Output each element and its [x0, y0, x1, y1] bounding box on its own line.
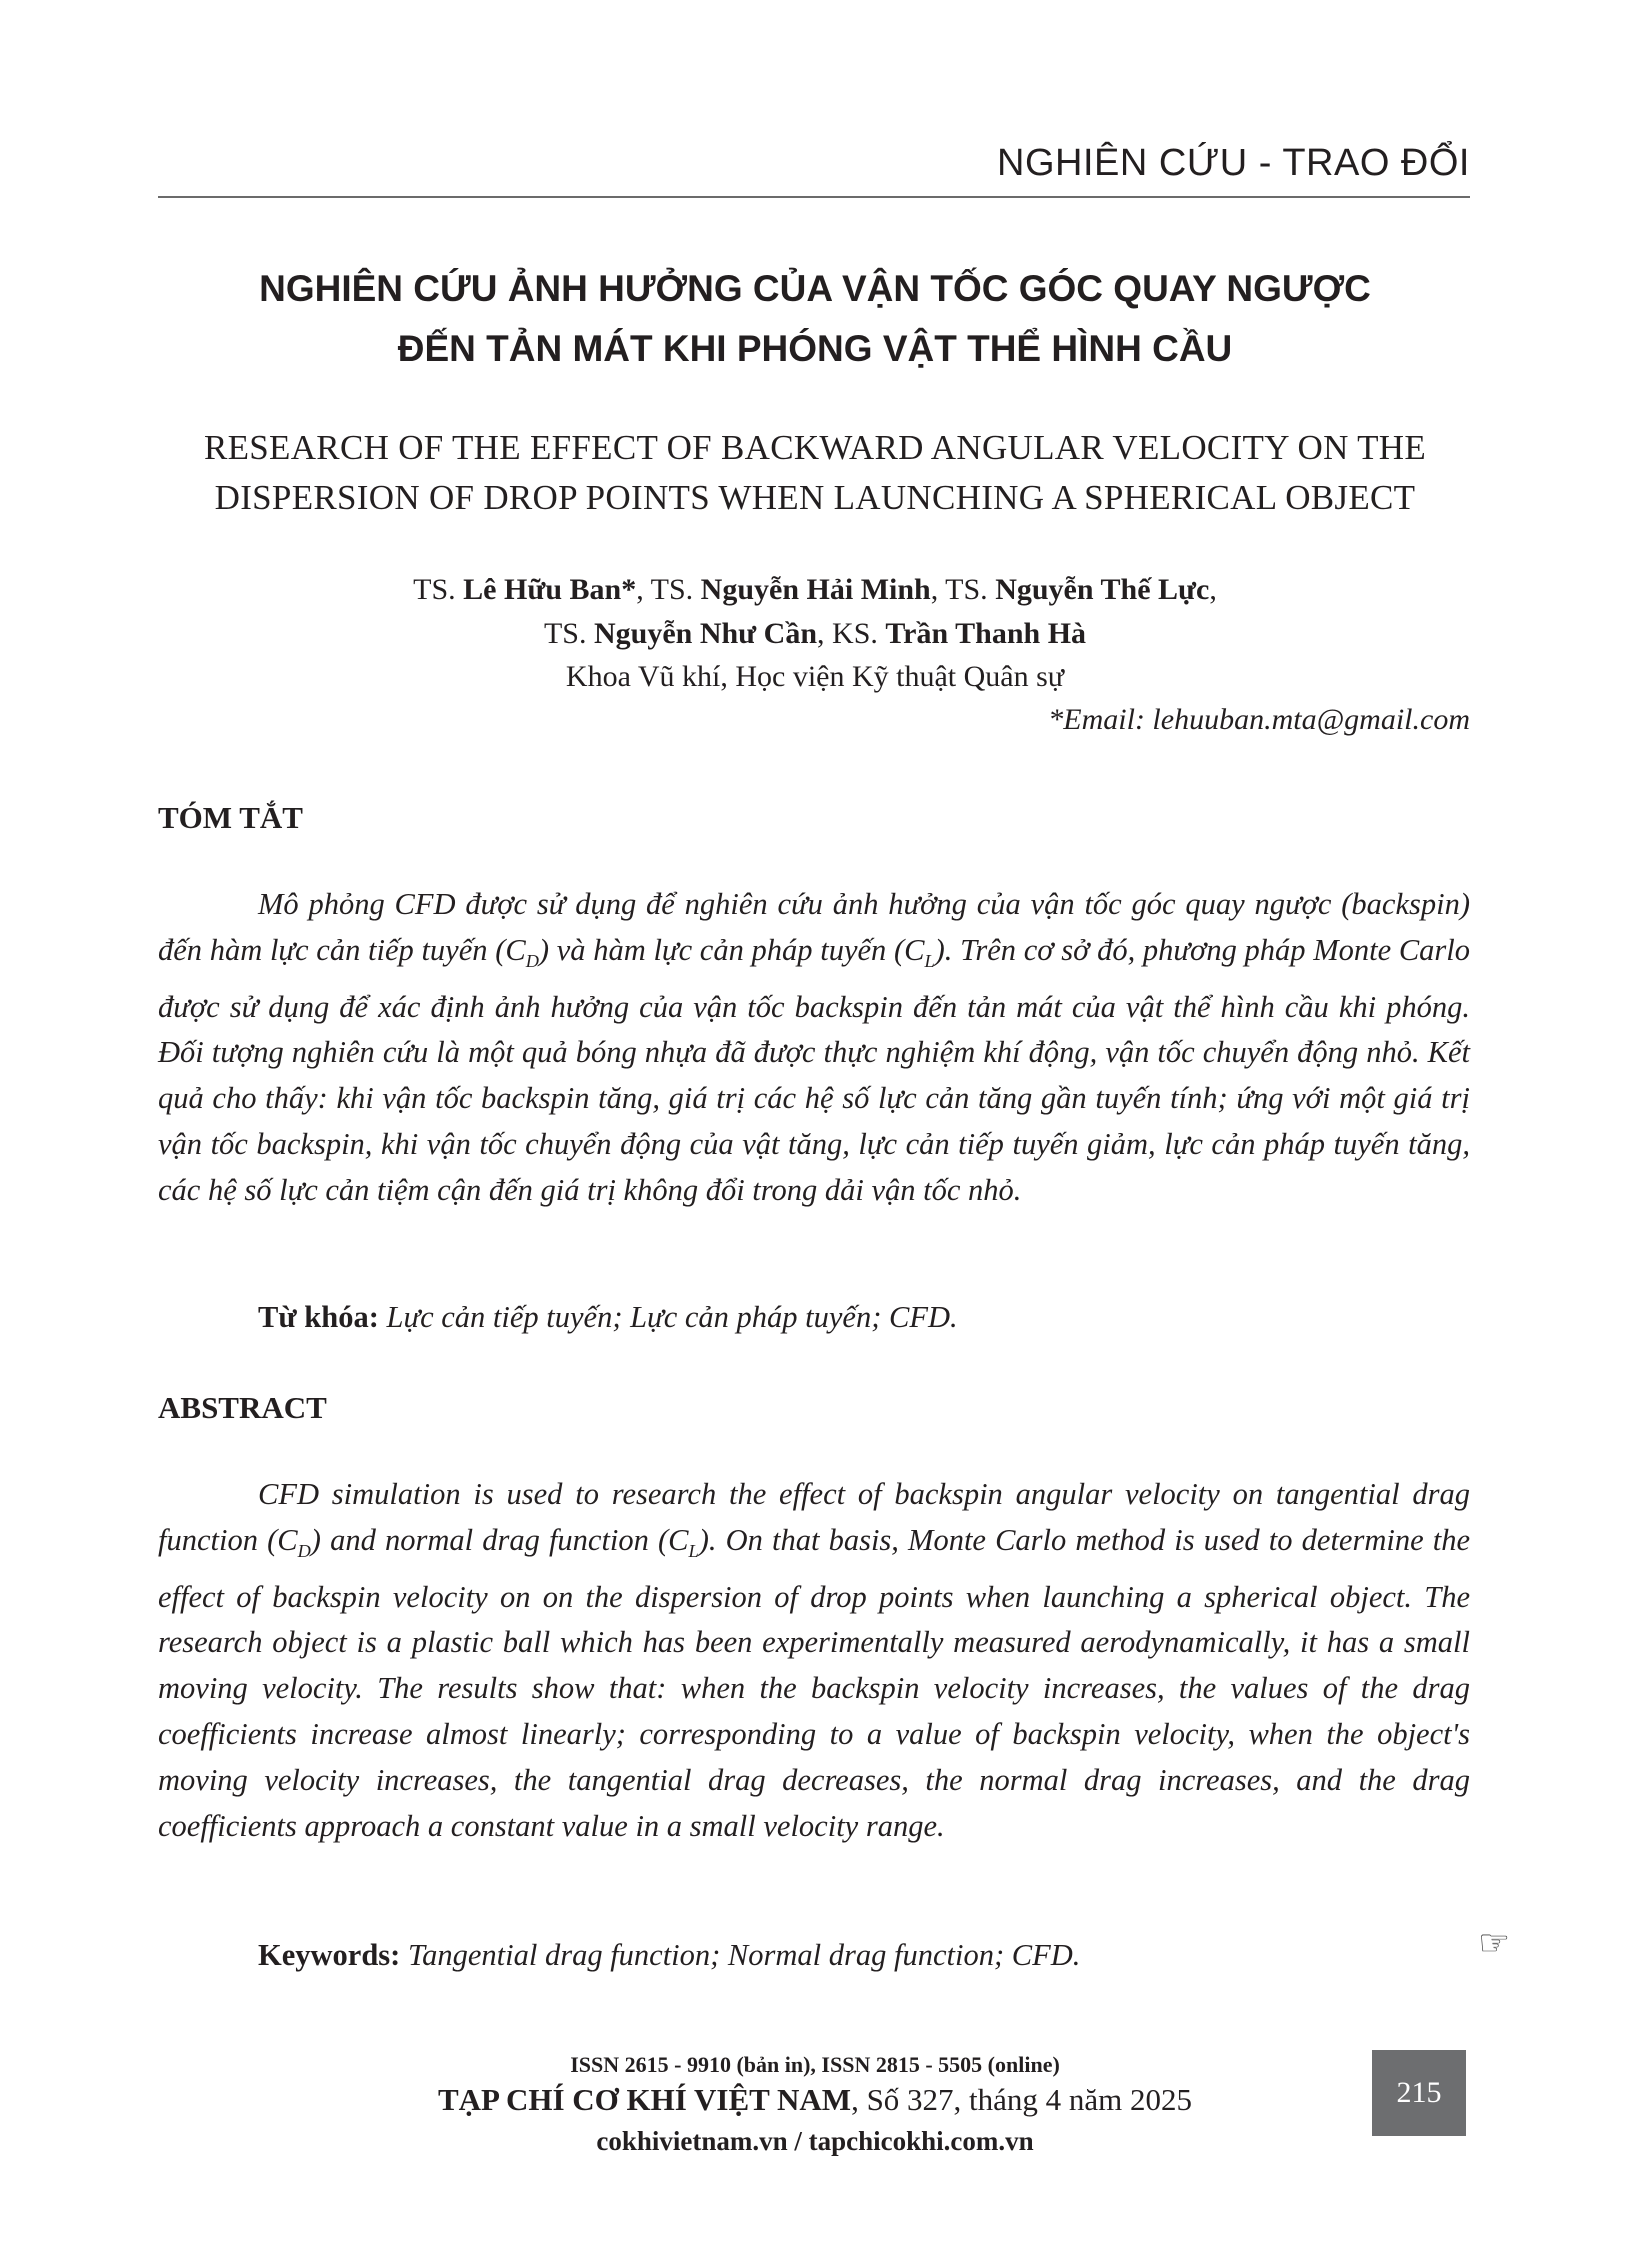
author-title: TS. — [413, 573, 464, 606]
keywords-label: Keywords: — [258, 1938, 401, 1972]
authors-line-1 — [0, 573, 1630, 607]
header-divider — [158, 196, 1470, 198]
title-vi-line-2: ĐẾN TẢN MÁT KHI PHÓNG VẬT THỂ HÌNH CẦU — [397, 328, 1233, 369]
author-title: , TS. — [636, 573, 701, 606]
section-header: NGHIÊN CỨU - TRAO ĐỔI — [997, 142, 1470, 184]
keywords-vi — [258, 1300, 958, 1335]
keywords-text: Tangential drag function; Normal drag function; CFD. — [400, 1938, 1081, 1972]
corresponding-email[interactable]: *Email: lehuuban.mta@gmail.com — [1048, 703, 1470, 736]
author-title: TS. — [543, 617, 594, 650]
author-name: Nguyễn Hải Minh — [700, 573, 931, 606]
keywords-label: Từ khóa: — [258, 1300, 379, 1334]
affiliation: Khoa Vũ khí, Học viện Kỹ thuật Quân sự — [565, 660, 1065, 693]
title-en-line-2: DISPERSION OF DROP POINTS WHEN LAUNCHING A SPHERICAL OBJECT — [214, 478, 1416, 517]
abstract-heading: ABSTRACT — [158, 1390, 327, 1425]
keywords-en — [258, 1938, 1080, 1973]
summary-heading: TÓM TẮT — [158, 800, 303, 835]
journal-issue: , Số 327, tháng 4 năm 2025 — [851, 2082, 1193, 2117]
author-name: Trần Thanh Hà — [885, 617, 1087, 650]
author-name: Nguyễn Như Cần — [593, 617, 818, 650]
page-number: 215 — [1372, 2050, 1466, 2136]
keywords-text: Lực cản tiếp tuyến; Lực cản pháp tuyến; CFD. — [378, 1300, 958, 1334]
title-vi-line-1: NGHIÊN CỨU ẢNH HƯỞNG CỦA VẬN TỐC GÓC QUAY NGƯỢC — [259, 268, 1371, 309]
footer-websites[interactable]: cokhivietnam.vn / tapchicokhi.com.vn — [596, 2126, 1034, 2156]
footer-issn: ISSN 2615 - 9910 (bản in), ISSN 2815 - 5505 (online) — [570, 2052, 1060, 2077]
author-title: , KS. — [817, 617, 886, 650]
title-en-line-1: RESEARCH OF THE EFFECT OF BACKWARD ANGULAR VELOCITY ON THE — [203, 428, 1427, 467]
author-name: Nguyễn Thế Lực — [995, 573, 1210, 606]
pointing-hand-icon: ☞ — [1478, 1923, 1511, 1963]
journal-name: TẠP CHÍ CƠ KHÍ VIỆT NAM — [437, 2082, 852, 2117]
author-separator: , — [1209, 573, 1217, 606]
abstract-paragraph: CFD simulation is used to research the effect of backspin angular velocity on tangential drag function $(C_D)$ and normal drag function $(C_L)$. On that basis, Monte Carlo method is used to determine the effect of backspin velocity on on the dispersion of drop points when launching a spherical object. The research object is a plastic ball which has been experimentally measured aerodynamically, it has a small moving velocity. The results show that: when the backspin velocity increases, the values of the drag coefficients increase almost linearly; corresponding to a value of backspin velocity, when the object's moving velocity increases, the tangential drag decreases, the normal drag increases, and the drag coefficients approach a constant value in a small velocity range. — [158, 1477, 1470, 1843]
authors-line-2 — [0, 617, 1630, 651]
author-name: Lê Hữu Ban* — [463, 573, 637, 606]
author-title: , TS. — [930, 573, 996, 606]
summary-paragraph: Mô phỏng CFD được sử dụng để nghiên cứu ảnh hưởng của vận tốc góc quay ngược (backspin) đến hàm lực cản tiếp tuyến $(C_D)$ và hàm lực cản pháp tuyến $(C_L)$. Trên cơ sở đó, phương pháp Monte Carlo được sử dụng để xác định ảnh hưởng của vận tốc backspin đến tản mát của vật thể hình cầu khi phóng. Đối tượng nghiên cứu là một quả bóng nhựa đã được thực nghiệm khí động, vận tốc chuyển động nhỏ. Kết quả cho thấy: khi vận tốc backspin tăng, giá trị các hệ số lực cản tăng gần tuyến tính; ứng với một giá trị vận tốc backspin, khi vận tốc chuyển động của vật tăng, lực cản tiếp tuyến giảm, lực cản pháp tuyến tăng, các hệ số lực cản tiệm cận đến giá trị không đổi trong dải vận tốc nhỏ. — [158, 887, 1471, 1207]
